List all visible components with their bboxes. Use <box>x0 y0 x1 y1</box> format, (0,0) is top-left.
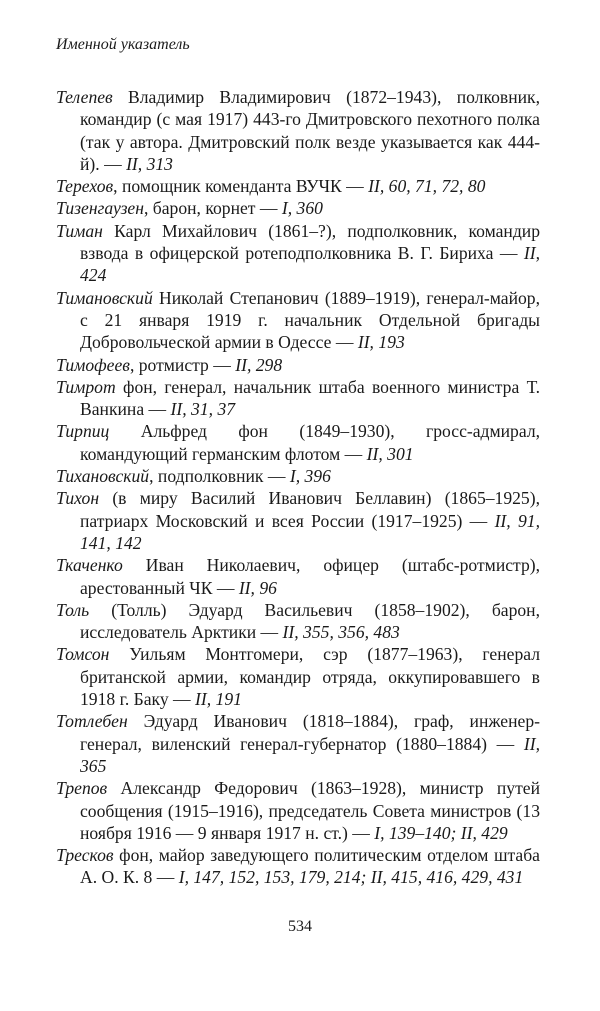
index-entry <box>56 844 540 889</box>
index-entry <box>56 487 540 554</box>
index-entry <box>56 554 540 599</box>
entry-text: (в миру Василий Иванович Беллавин) (1865–1925), патриарх Московский и всея России (1917–1925) — <box>80 488 540 531</box>
index-entry <box>56 175 540 197</box>
entry-page-refs: I, 147, 152, 153, 179, 214; II, 415, 416, 429, 431 <box>178 867 524 888</box>
entry-name: Тимановский <box>56 287 153 308</box>
entry-text: Альфред фон (1849–1930), гросс-адмирал, командующий германским флотом — <box>80 421 540 464</box>
entry-name: Тимрот <box>56 376 116 397</box>
entry-name: Ткаченко <box>56 555 123 576</box>
entry-text: (Толль) Эдуард Васильевич (1858–1902), барон, исследователь Арктики — <box>80 599 540 643</box>
entry-name: Тирпиц <box>56 421 110 442</box>
index-entry <box>56 599 540 644</box>
index-entry <box>56 465 540 487</box>
name-index <box>56 86 540 889</box>
entry-text: фон, генерал, начальник штаба военного министра Т. Ванкина — <box>80 376 540 420</box>
entry-page-refs: II, 424 <box>80 243 540 286</box>
entry-name: Тотлебен <box>56 711 128 732</box>
entry-text: , помощник коменданта ВУЧК — <box>113 176 369 197</box>
entry-page-refs: II, 31, 37 <box>170 399 236 420</box>
entry-page-refs: II, 193 <box>357 332 405 353</box>
running-header: Именной указатель <box>56 36 190 53</box>
entry-text: Эдуард Иванович (1818–1884), граф, инженер-генерал, виленский генерал-губернатор (1880–1884) — <box>80 711 540 754</box>
entry-text: Карл Михайлович (1861–?), подполковник, командир взвода в офицерской ротеподполковника В. Г. Бириха — <box>80 220 540 264</box>
page-number: 534 <box>288 918 312 935</box>
entry-name: Тресков <box>56 845 114 866</box>
entry-page-refs: I, 139–140; II, 429 <box>374 822 508 843</box>
entry-page-refs: II, 96 <box>238 577 277 598</box>
entry-name: Тихон <box>56 488 100 509</box>
entry-name: Тизенгаузен <box>56 198 144 219</box>
index-entry <box>56 197 540 219</box>
entry-text: , подполковник — <box>149 466 290 487</box>
index-entry <box>56 86 540 175</box>
entry-page-refs: II, 313 <box>126 153 173 174</box>
entry-text: Александр Федорович (1863–1928), министр путей сообщения (1915–1916), председатель Совета министров (13 ноября 1916 — 9 января 1917 н. ст.) — <box>80 778 540 843</box>
entry-text: Николай Степанович (1889–1919), генерал-майор, с 21 января 1919 г. начальник Отдельной бригады Добровольческой армии в Одессе — <box>80 287 540 353</box>
entry-name: Тиман <box>56 220 103 241</box>
entry-page-refs: II, 91, 141, 142 <box>80 510 540 553</box>
entry-page-refs: II, 191 <box>195 689 242 710</box>
index-entry <box>56 643 540 710</box>
entry-text: Владимир Владимирович (1872–1943), полковник, командир (с мая 1917) 443-го Дмитровского пехотного полка (так у автора. Дмитровский полк везде указывается как 444-й). — <box>80 87 540 174</box>
entry-page-refs: II, 355, 356, 483 <box>282 622 400 643</box>
entry-text: Уильям Монтгомери, сэр (1877–1963), генерал британской армии, командир отряда, оккупировавшего в 1918 г. Баку — <box>80 644 540 710</box>
index-entry <box>56 777 540 844</box>
entry-text: , барон, корнет — <box>143 198 282 219</box>
entry-name: Трепов <box>56 778 108 799</box>
index-entry <box>56 287 540 354</box>
entry-page-refs: II, 301 <box>366 443 414 464</box>
index-entry <box>56 220 540 287</box>
entry-name: Толь <box>56 599 90 620</box>
entry-text: Иван Николаевич, офицер (штабс-ротмистр), арестованный ЧК — <box>80 555 540 598</box>
entry-page-refs: II, 298 <box>235 354 283 375</box>
index-entry <box>56 354 540 376</box>
entry-page-refs: I, 396 <box>289 466 331 487</box>
entry-name: Томсон <box>56 644 110 665</box>
index-entry <box>56 376 540 421</box>
entry-name: Тихановский <box>56 466 150 487</box>
entry-page-refs: II, 60, 71, 72, 80 <box>368 176 486 197</box>
index-entry <box>56 710 540 777</box>
entry-name: Терехов <box>56 176 114 197</box>
entry-text: фон, майор заведующего политическим отделом штаба А. О. К. 8 — <box>80 845 540 888</box>
entry-text: , ротмистр — <box>129 354 236 375</box>
entry-name: Тимофеев <box>56 354 130 375</box>
index-entry <box>56 420 540 465</box>
entry-name: Телепев <box>56 87 113 107</box>
entry-page-refs: I, 360 <box>281 198 323 219</box>
entry-page-refs: II, 365 <box>80 733 540 776</box>
